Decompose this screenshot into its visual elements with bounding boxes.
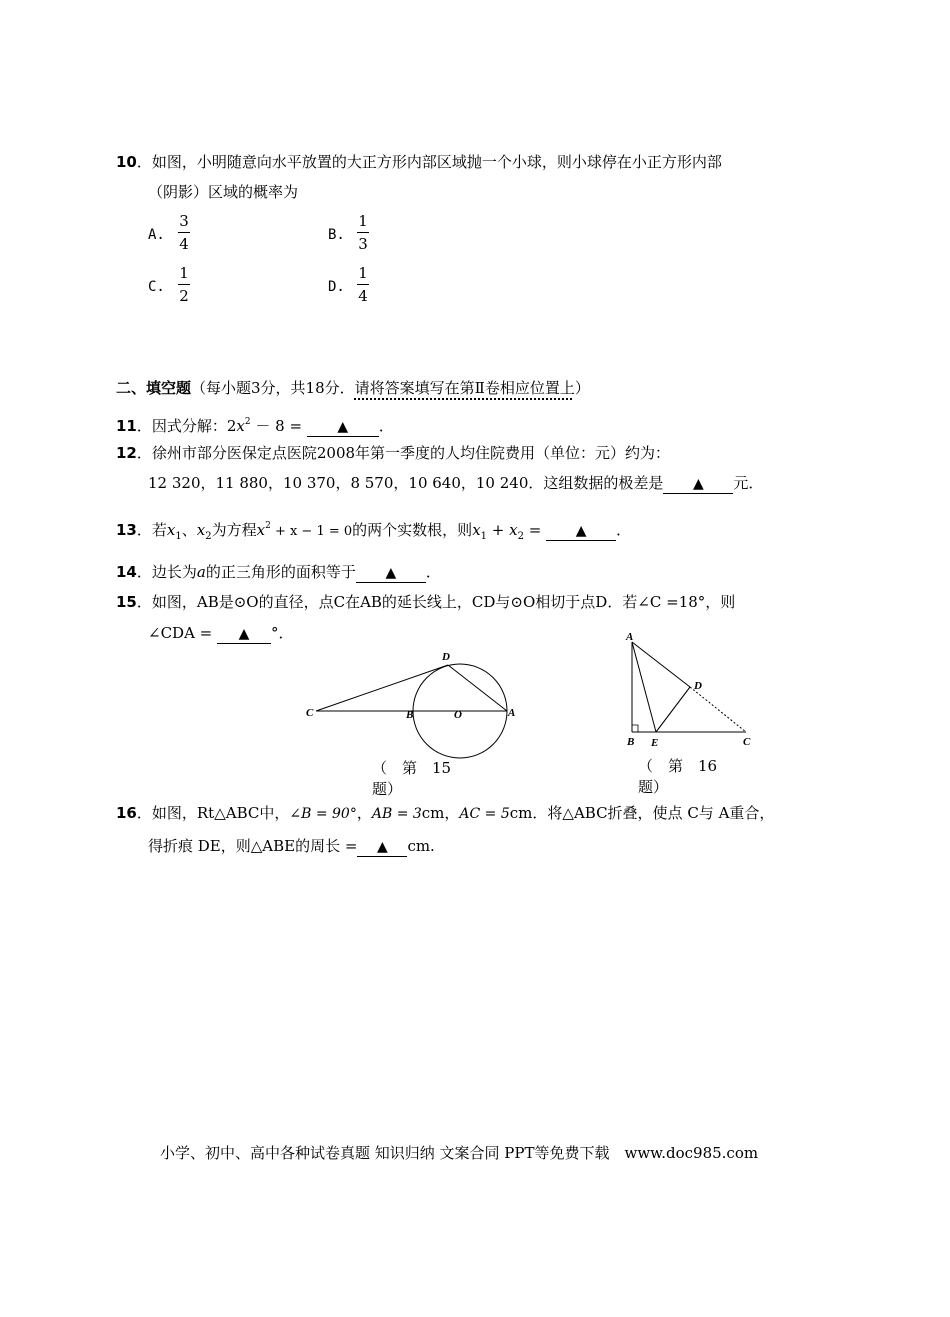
q10-option-c-label: C. — [148, 279, 165, 295]
section2-note-emphasis: 请将答案填写在第Ⅱ卷相应位置上 — [354, 379, 575, 397]
q10-option-c-fraction — [178, 264, 190, 305]
q15-number: 15 — [116, 593, 137, 611]
q11-variable: x — [236, 417, 245, 435]
fig16-line-ae — [632, 642, 656, 732]
q10-option-c-num: 1 — [179, 264, 189, 282]
q11-answer-blank[interactable]: ▲ — [307, 418, 379, 437]
q16-line1 — [116, 803, 774, 824]
q13-x1-sub: 1 — [175, 531, 182, 542]
q10-option-a-fraction — [178, 212, 190, 253]
q10-option-c-den: 2 — [179, 287, 189, 305]
q14-end: ． — [425, 563, 441, 581]
q14-post: 的正三角形的面积等于 — [205, 563, 356, 581]
q10-option-b-den: 3 — [358, 235, 368, 253]
q13-sum-x2-sub: 2 — [517, 531, 524, 542]
q10-option-d-fraction — [357, 264, 369, 305]
fig16-line-dc-dashed — [690, 687, 746, 732]
q10-option-a-den: 4 — [179, 235, 189, 253]
q15-line2 — [148, 623, 294, 644]
q16-unit1: cm， — [421, 804, 460, 822]
q10-line2: （阴影）区域的概率为 — [148, 183, 299, 201]
figure-16 — [618, 628, 768, 753]
q13-end: ． — [616, 521, 632, 539]
q13-post: 的两个实数根，则 — [352, 521, 473, 539]
q16-ac: AC = 5 — [459, 806, 510, 822]
q15-text-2: ∠CDA = — [148, 624, 218, 642]
q11-rest: － 8 = — [250, 417, 307, 435]
q12-text-2: 12 320，11 880，10 370，8 570，10 640，10 240．这组数据的极差是 — [148, 474, 664, 492]
q13-line — [116, 516, 631, 547]
q11-line — [116, 412, 394, 437]
q15-answer-blank[interactable]: ▲ — [217, 625, 271, 644]
q16-answer-blank[interactable]: ▲ — [357, 838, 407, 857]
q12-number: 12 — [116, 444, 137, 462]
fig15-label-b: B — [406, 709, 414, 721]
q11-number: 11 — [116, 417, 137, 435]
fig16-caption-line2: 题） — [638, 778, 669, 796]
fig16-fold-crease — [656, 687, 690, 732]
q13-answer-blank[interactable]: ▲ — [546, 522, 616, 541]
q13-x2: x — [196, 521, 206, 539]
q10-option-d-num: 1 — [358, 264, 368, 282]
q12-line2 — [148, 473, 763, 494]
fig15-caption-line1: （ 第 15 — [372, 759, 452, 777]
q13-mid: 为方程 — [211, 521, 257, 539]
q10-option-a-num: 3 — [179, 212, 189, 230]
q14-variable: a — [196, 563, 206, 581]
q13-eq-rest: + x − 1 = 0 — [270, 524, 353, 539]
q13-sep: 、 — [181, 521, 197, 539]
q14-pre: ．边长为 — [136, 563, 197, 581]
q13-x2-sub: 2 — [205, 531, 212, 542]
q16-text-2: 得折痕 DE，则△ABE的周长 = — [148, 837, 358, 855]
fig15-label-o: O — [454, 709, 462, 721]
fig16-label-d: D — [694, 680, 702, 692]
q15-text-1: ．如图，AB是⊙O的直径，点C在AB的延长线上，CD与⊙O相切于点D．若∠C =18°，则 — [136, 593, 736, 611]
fig15-line-cd — [316, 665, 448, 711]
fig16-label-c: C — [743, 736, 751, 748]
q16-unit2: cm．将△ABC折叠，使点 C与 A重合， — [509, 804, 775, 822]
section2-note-pre: （每小题3分，共18分． — [191, 379, 355, 397]
section2-title: 二、填空题 — [116, 379, 192, 397]
fig16-right-angle-mark — [632, 725, 638, 732]
q10-text-1: ．如图，小明随意向水平放置的大正方形内部区域抛一个小球，则小球停在小正方形内部 — [136, 153, 722, 171]
section2-note-post: ） — [574, 379, 590, 397]
q13-eq-exp: 2 — [265, 521, 271, 531]
q11-end: ． — [378, 417, 394, 435]
q13-plus: + — [487, 521, 510, 539]
fig15-caption-line2: 题） — [372, 780, 403, 798]
q14-line — [116, 562, 441, 583]
q12-text-1: ．徐州市部分医保定点医院2008年第一季度的人均住院费用（单位：元）约为： — [136, 444, 671, 462]
q16-end: cm. — [407, 837, 435, 855]
q12-end: 元． — [733, 474, 764, 492]
fig15-label-d: D — [442, 651, 450, 663]
fig16-label-a: A — [626, 631, 634, 643]
fig15-label-a: A — [508, 707, 516, 719]
fig16-line-ad — [632, 642, 690, 687]
q14-number: 14 — [116, 563, 137, 581]
figure-15 — [300, 645, 530, 760]
q15-end: °． — [271, 624, 294, 642]
q16-line2 — [148, 836, 435, 857]
q11-text: ．因式分解：2 — [136, 417, 237, 435]
fig16-caption-line1: （ 第 16 — [638, 757, 718, 775]
q14-answer-blank[interactable]: ▲ — [356, 564, 426, 583]
q13-x1: x — [166, 521, 176, 539]
q16-number: 16 — [116, 804, 137, 822]
q10-option-b-num: 1 — [358, 212, 368, 230]
q12-line1 — [116, 443, 670, 463]
fig15-line-da — [448, 665, 507, 711]
fig16-label-b: B — [627, 736, 635, 748]
q10-option-b-fraction — [357, 212, 369, 253]
q10-option-d-den: 4 — [358, 287, 368, 305]
section2-header — [116, 378, 590, 398]
q16-text-1: ．如图，Rt△ABC中， — [136, 804, 290, 822]
q10-option-b-label: B. — [328, 227, 345, 243]
q13-equals: = — [523, 521, 547, 539]
q13-sum-x1: x — [472, 521, 481, 539]
page-footer: 小学、初中、高中各种试卷真题 知识归纳 文案合同 PPT等免费下载 www.doc985.com — [160, 1144, 759, 1162]
q13-eq-x: x — [256, 521, 266, 539]
q16-comma: ， — [356, 804, 372, 822]
fig16-label-e: E — [651, 737, 659, 749]
q16-angle: ∠B = 90° — [289, 806, 357, 822]
q15-line1 — [116, 592, 735, 612]
q10-option-d-label: D. — [328, 279, 345, 295]
q16-ab: AB = 3 — [371, 806, 422, 822]
q13-number: 13 — [116, 521, 137, 539]
q13-pre: ．若 — [136, 521, 167, 539]
q10-number: 10 — [116, 153, 137, 171]
q13-sum-x2: x — [509, 521, 518, 539]
q13-sum-x1-sub: 1 — [480, 531, 488, 542]
q12-answer-blank[interactable]: ▲ — [663, 475, 733, 494]
q10-option-a-label: A. — [148, 227, 165, 243]
q11-exponent: 2 — [244, 417, 251, 427]
q10-line1 — [116, 152, 722, 172]
fig15-label-c: C — [306, 707, 314, 719]
